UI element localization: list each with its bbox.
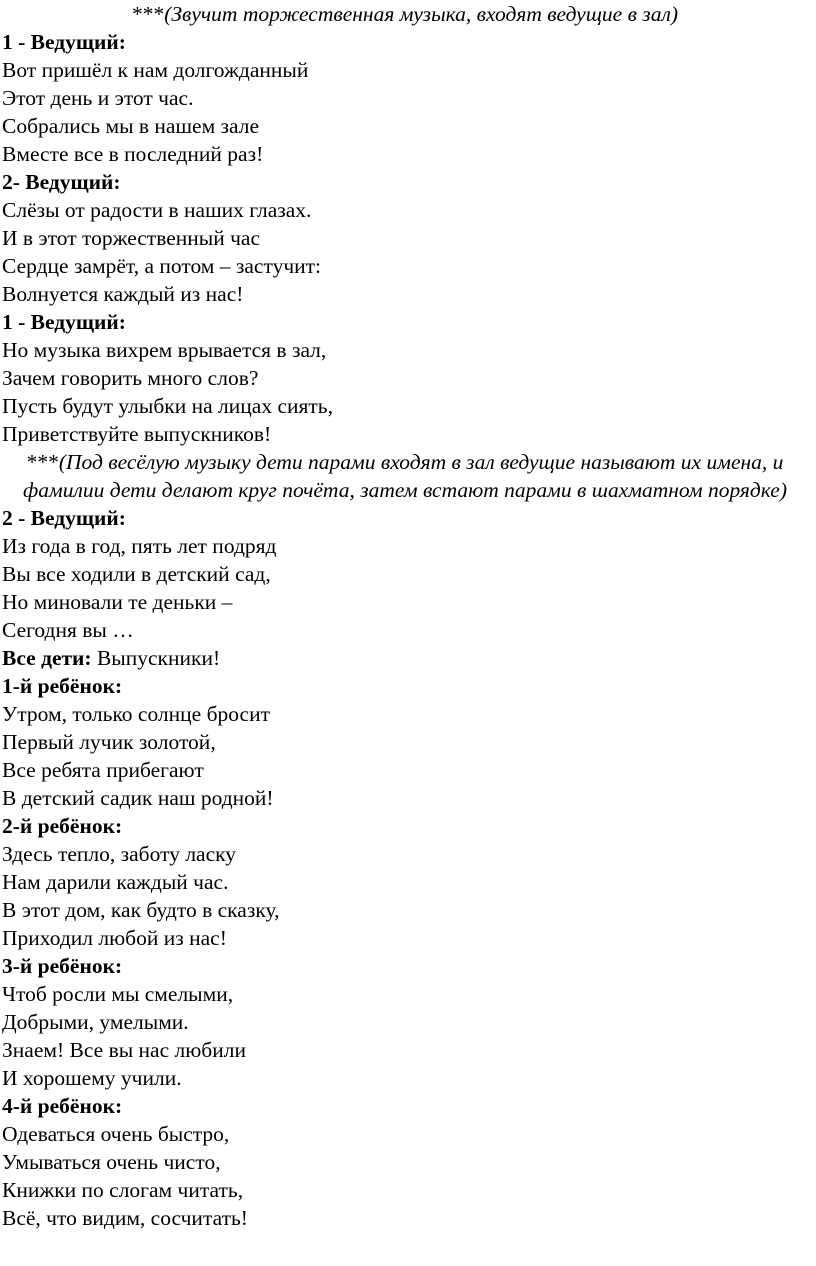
verse-text: Выпускники!	[91, 646, 221, 670]
verse-line: И в этот торжественный час	[2, 226, 261, 250]
speaker-label: 1 - Ведущий:	[2, 30, 126, 54]
verse-line: Здесь тепло, заботу ласку	[2, 842, 237, 866]
speaker-label: 1 - Ведущий:	[2, 310, 126, 334]
verse-line: Этот день и этот час.	[2, 86, 194, 110]
speaker-label: 2-й ребёнок:	[2, 814, 123, 838]
verse-line: Добрыми, умелыми.	[2, 1010, 189, 1034]
verse-line: Но миновали те деньки –	[2, 590, 233, 614]
verse-line: Всё, что видим, сосчитать!	[2, 1206, 248, 1230]
speaker-label: 3-й ребёнок:	[2, 954, 123, 978]
stage-direction-marker: ***	[26, 450, 59, 474]
verse-line: Знаем! Все вы нас любили	[2, 1038, 246, 1062]
verse-line: Из года в год, пять лет подряд	[2, 534, 277, 558]
verse-line: Собрались мы в нашем зале	[2, 114, 260, 138]
verse-line: Вместе все в последний раз!	[2, 142, 264, 166]
chorus-line	[2, 644, 808, 672]
verse-line: Чтоб росли мы смелыми,	[2, 982, 234, 1006]
stage-direction-text: (Под весёлую музыку дети парами входят в зал ведущие называют их имена, и фамилии дети делают круг почёта, затем встают парами в шахматном порядке)	[22, 450, 789, 502]
verse-line: Вы все ходили в детский сад,	[2, 562, 271, 586]
verse-line: Пусть будут улыбки на лицах сиять,	[2, 394, 333, 418]
speaker-label: 2- Ведущий:	[2, 170, 121, 194]
verse-line: Первый лучик золотой,	[2, 730, 216, 754]
verse-line: Все ребята прибегают	[2, 758, 204, 782]
speaker-label: 2 - Ведущий:	[2, 506, 126, 530]
verse-line: Волнуется каждый из нас!	[2, 282, 244, 306]
verse-line: Умываться очень чисто,	[2, 1150, 221, 1174]
verse-line: Слёзы от радости в наших глазах.	[2, 198, 312, 222]
stage-direction	[2, 0, 808, 28]
verse-line: Сердце замрёт, а потом – застучит:	[2, 254, 322, 278]
verse-line: Утром, только солнце бросит	[2, 702, 271, 726]
verse-line: Сегодня вы …	[2, 618, 134, 642]
verse-line: В этот дом, как будто в сказку,	[2, 898, 280, 922]
verse-line: Вот пришёл к нам долгожданный	[2, 58, 309, 82]
verse-line: Но музыка вихрем врывается в зал,	[2, 338, 327, 362]
verse-line: Приветствуйте выпускников!	[2, 422, 272, 446]
verse-line: В детский садик наш родной!	[2, 786, 274, 810]
stage-direction-marker: ***	[132, 2, 165, 26]
speaker-label: Все дети:	[2, 646, 92, 670]
verse-line: Одеваться очень быстро,	[2, 1122, 230, 1146]
verse-line: Книжки по слогам читать,	[2, 1178, 244, 1202]
verse-line: Приходил любой из нас!	[2, 926, 227, 950]
stage-direction-text: (Звучит торжественная музыка, входят ведущие в зал)	[164, 2, 678, 26]
stage-direction	[2, 448, 808, 504]
speaker-label: 4-й ребёнок:	[2, 1094, 123, 1118]
verse-line: И хорошему учили.	[2, 1066, 182, 1090]
verse-line: Зачем говорить много слов?	[2, 366, 259, 390]
verse-line: Нам дарили каждый час.	[2, 870, 229, 894]
speaker-label: 1-й ребёнок:	[2, 674, 123, 698]
